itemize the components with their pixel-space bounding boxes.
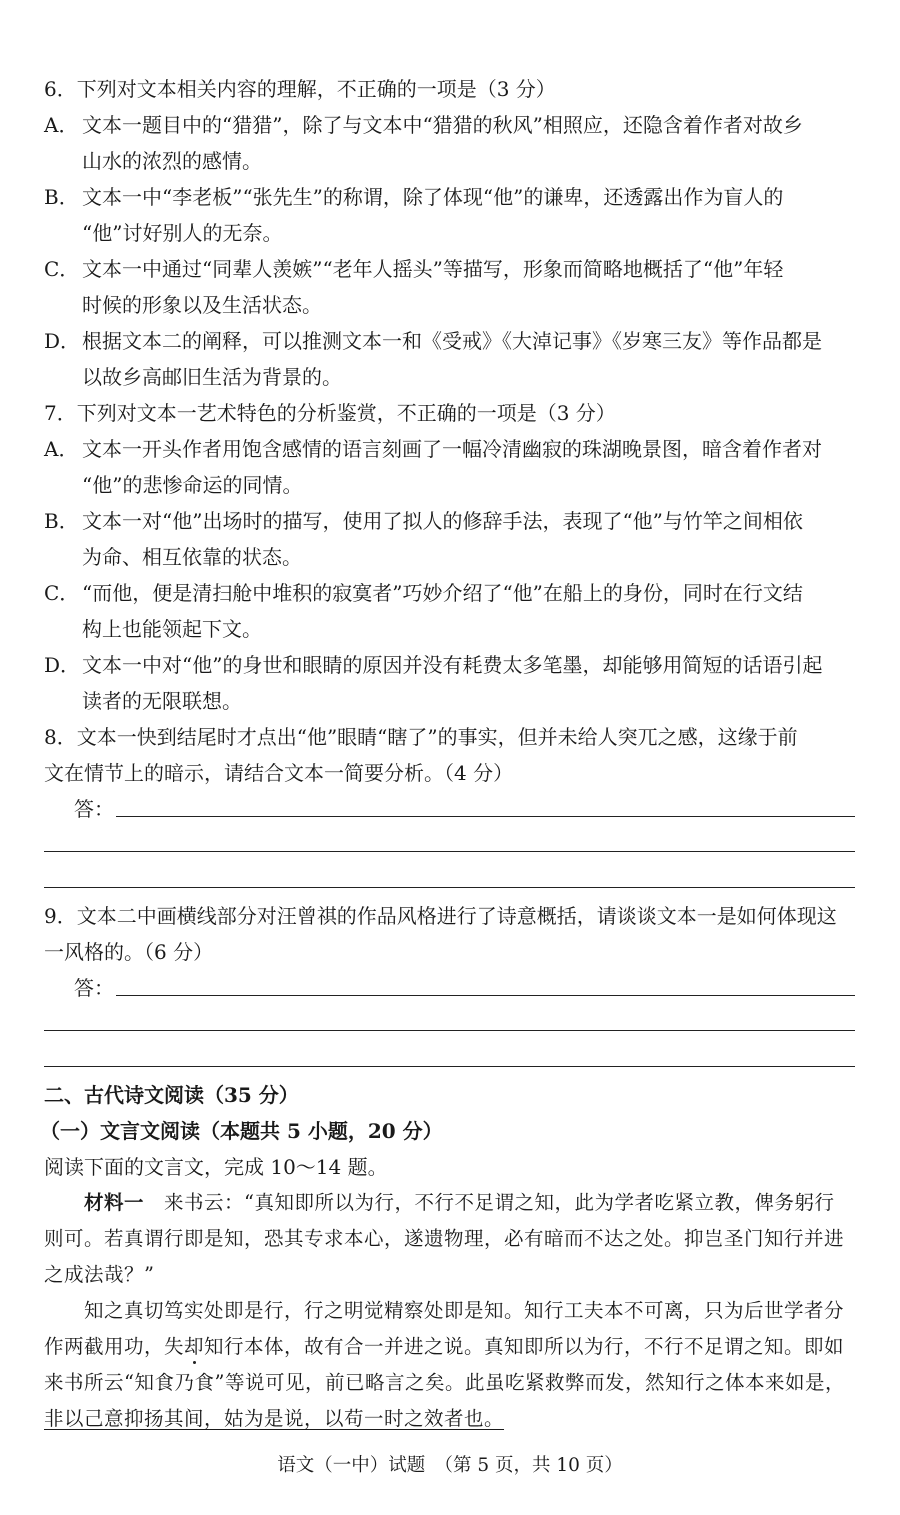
q7-option-d-label: D． xyxy=(44,653,81,677)
q6-option-b-line1: 文本一中“李老板”“张先生”的称谓，除了体现“他”的谦卑，还透露出作为盲人的 xyxy=(82,185,784,209)
q8-answer-line-2[interactable] xyxy=(44,851,855,852)
q8-stem-line2: 文在情节上的暗示，请结合文本一简要分析。（4 分） xyxy=(44,761,514,785)
q9-stem-line1: 9．文本二中画横线部分对汪曾祺的作品风格进行了诗意概括，请谈谈文本一是如何体现这 xyxy=(44,904,837,928)
q8-stem-line1: 8．文本一快到结尾时才点出“他”眼睛“瞎了”的事实，但并未给人突兀之感，这缘于前 xyxy=(44,725,798,749)
q7-option-c-line2: 构上也能领起下文。 xyxy=(82,617,262,641)
q8-answer-line-1[interactable] xyxy=(116,816,855,817)
q7-option-c-label: C． xyxy=(44,581,80,605)
q6-option-b-label: B． xyxy=(44,185,79,209)
q7-option-a-line2: “他”的悲惨命运的同情。 xyxy=(82,473,303,497)
q6-option-d-line1: 根据文本二的阐释，可以推测文本一和《受戒》《大淖记事》《岁寒三友》等作品都是 xyxy=(82,329,822,353)
q8-answer-line-3[interactable] xyxy=(44,887,855,888)
section-title: 二、古代诗文阅读（35 分） xyxy=(44,1083,299,1107)
emphasis-dot-char: 却 xyxy=(184,1335,205,1358)
q7-option-a-line1: 文本一开头作者用饱含感情的语言刻画了一幅冷清幽寂的珠湖晚景图，暗含着作者对 xyxy=(82,437,822,461)
material1-p2-line2 xyxy=(44,1334,844,1360)
q7-stem: 7．下列对文本一艺术特色的分析鉴赏，不正确的一项是（3 分） xyxy=(44,401,616,425)
q7-option-b-line1: 文本一对“他”出场时的描写，使用了拟人的修辞手法，表现了“他”与竹竿之间相依 xyxy=(82,509,803,533)
section-instruction: 阅读下面的文言文，完成 10～14 题。 xyxy=(44,1155,388,1179)
q6-option-d-label: D． xyxy=(44,329,81,353)
q9-answer-label: 答： xyxy=(74,976,114,1000)
q6-option-d-line2: 以故乡高邮旧生活为背景的。 xyxy=(82,365,342,389)
material1-p2-line2-b: 知行本体，故有合一并进之说。真知即所以为行，不行不足谓之知。即如 xyxy=(204,1335,845,1358)
q6-option-a-line1: 文本一题目中的“猎猎”，除了与文本中“猎猎的秋风”相照应，还隐含着作者对故乡 xyxy=(82,113,803,137)
q7-option-a-label: A． xyxy=(44,437,79,461)
material1-p2-line1: 知之真切笃实处即是行，行之明觉精察处即是知。知行工夫本不可离，只为后世学者分 xyxy=(84,1299,845,1322)
q6-option-b-line2: “他”讨好别人的无奈。 xyxy=(82,221,283,245)
q9-answer-line-3[interactable] xyxy=(44,1066,855,1067)
material1-p1-line3: 之成法哉？” xyxy=(44,1263,155,1286)
material1-p1-line2: 则可。若真谓行即是知，恐其专求本心，遂遗物理，必有暗而不达之处。抑岂圣门知行并进 xyxy=(44,1227,845,1250)
material1-label: 材料一 xyxy=(84,1191,145,1214)
q6-option-c-line2: 时候的形象以及生活状态。 xyxy=(82,293,322,317)
q8-answer-label: 答： xyxy=(74,797,114,821)
q7-option-d-line2: 读者的无限联想。 xyxy=(82,689,242,713)
q7-option-d-line1: 文本一中对“他”的身世和眼睛的原因并没有耗费太多笔墨，却能够用简短的话语引起 xyxy=(82,653,823,677)
material1-p2-line3: 来书所云“知食乃食”等说可见，前已略言之矣。此虽吃紧救弊而发，然知行之体本来如是， xyxy=(44,1371,845,1394)
material1-line1 xyxy=(84,1190,835,1216)
q6-stem: 6．下列对文本相关内容的理解，不正确的一项是（3 分） xyxy=(44,77,556,101)
q6-option-a-line2: 山水的浓烈的感情。 xyxy=(82,149,262,173)
page-footer: 语文（一中）试题 （第 5 页，共 10 页） xyxy=(277,1455,623,1476)
q7-option-b-label: B． xyxy=(44,509,79,533)
q7-option-b-line2: 为命、相互依靠的状态。 xyxy=(82,545,302,569)
material1-p2-line4-underlined: 非以己意抑扬其间，姑为是说，以苟一时之效者也。 xyxy=(44,1407,505,1430)
material1-p1-line1: 来书云：“真知即所以为行，不行不足谓之知，此为学者吃紧立教，俾务躬行 xyxy=(144,1191,835,1214)
section-subtitle: （一）文言文阅读（本题共 5 小题，20 分） xyxy=(40,1119,443,1143)
q7-option-c-line1: “而他，便是清扫舱中堆积的寂寞者”巧妙介绍了“他”在船上的身份，同时在行文结 xyxy=(82,581,803,605)
q9-stem-line2: 一风格的。（6 分） xyxy=(44,940,214,964)
q9-answer-line-1[interactable] xyxy=(116,995,855,996)
material1-p2-line2-a: 作两截用功，失 xyxy=(44,1335,185,1358)
q6-option-a-label: A． xyxy=(44,113,79,137)
q6-option-c-label: C． xyxy=(44,257,80,281)
q9-answer-line-2[interactable] xyxy=(44,1030,855,1031)
q6-option-c-line1: 文本一中通过“同辈人羡嫉”“老年人摇头”等描写，形象而简略地概括了“他”年轻 xyxy=(82,257,784,281)
